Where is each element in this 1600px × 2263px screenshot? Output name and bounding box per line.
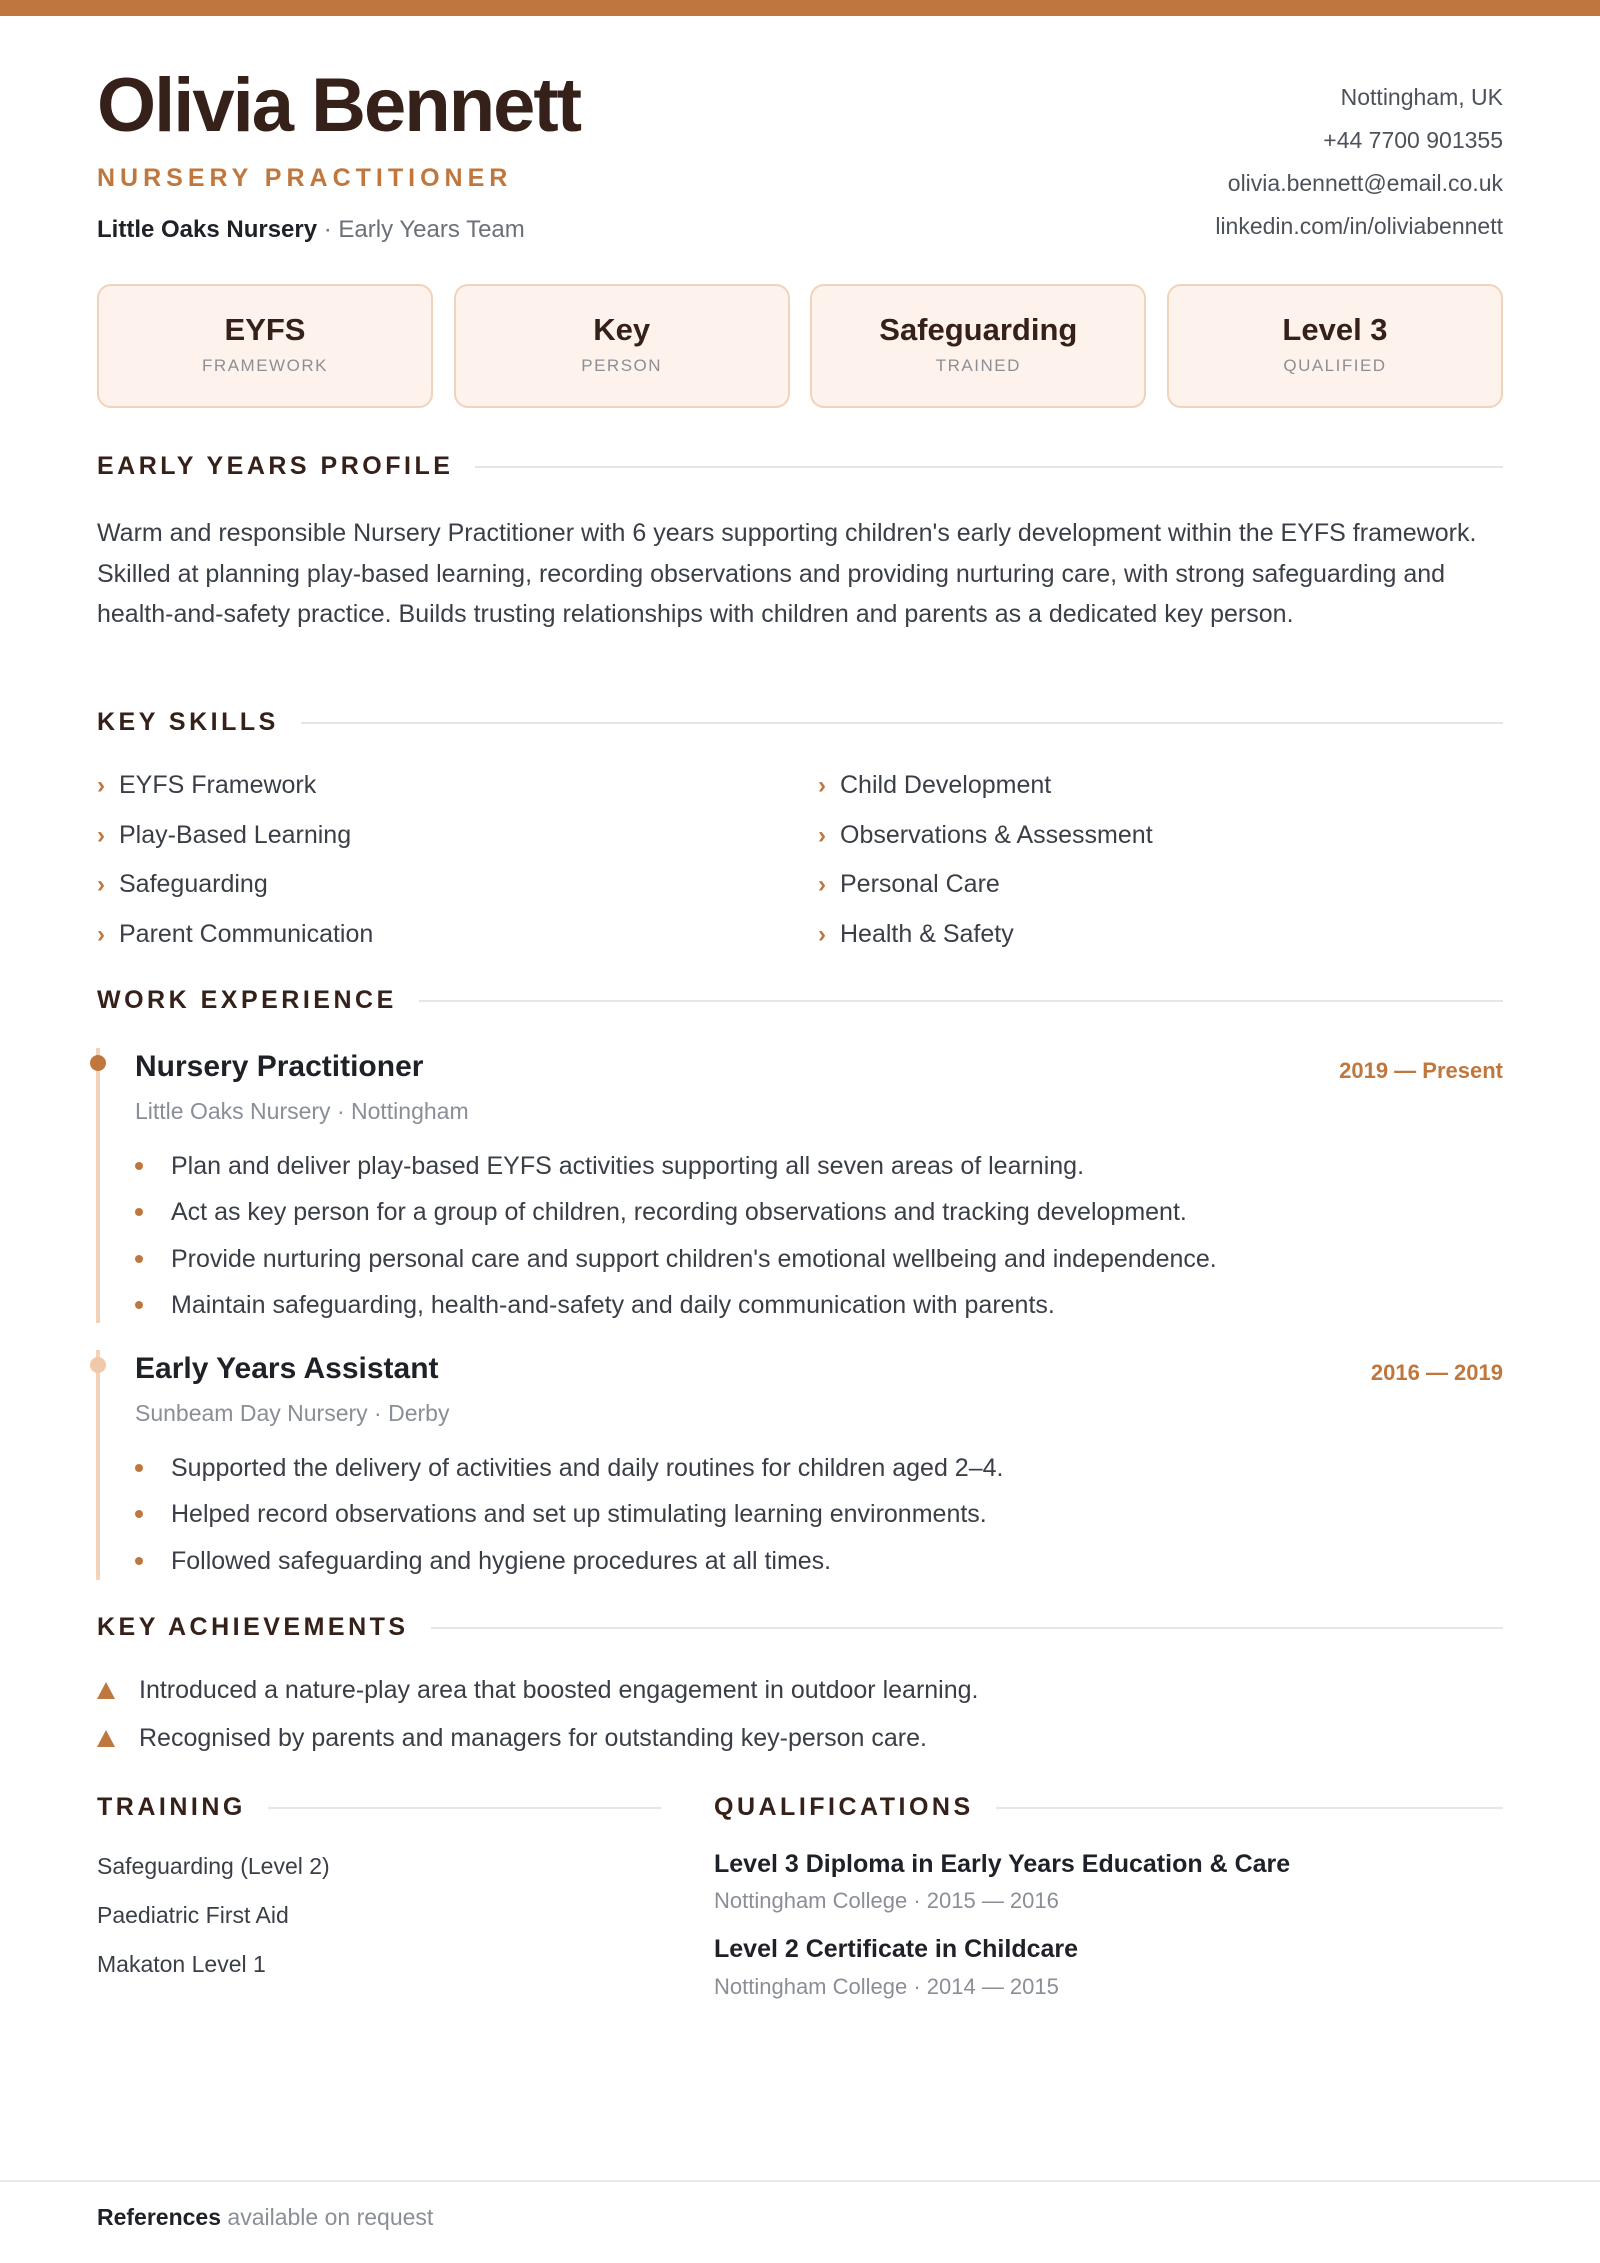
achievement-text: Recognised by parents and managers for outstanding key-person care. (139, 1724, 927, 1752)
contact-linkedin[interactable]: linkedin.com/in/oliviabennett (1215, 213, 1503, 239)
candidate-name: Olivia Bennett (97, 63, 580, 148)
section-title: WORK EXPERIENCE (97, 986, 397, 1014)
timeline-dot (90, 1357, 106, 1373)
bullet-dot (135, 1162, 143, 1170)
highlight-card (1167, 284, 1503, 408)
contact-info (1215, 76, 1503, 248)
bullet-text: Provide nurturing personal care and support children's emotional wellbeing and independence. (171, 1244, 1217, 1273)
highlight-card (810, 284, 1146, 408)
contact-email[interactable]: olivia.bennett@email.co.uk (1227, 170, 1503, 196)
list-item (135, 1189, 1217, 1235)
bullet-text: Helped record observations and set up stimulating learning environments. (171, 1500, 987, 1529)
achievement-item (97, 1724, 927, 1753)
bullet-text: Supported the delivery of activities and daily routines for children aged 2–4. (171, 1454, 1004, 1482)
skills-section-heading (97, 708, 1503, 737)
profile-summary: Warm and responsible Nursery Practitioner with 6 years supporting children's early development within the EYFS framework. Skilled at planning play-based learning, recording observations and providing nurturing care, with strong safeguarding and health-and-safety practice. Builds trusting relationships with children and parents as a dedicated key person. (97, 519, 1477, 628)
skill-label: Personal Care (840, 870, 1000, 898)
bullet-text: Maintain safeguarding, health-and-safety and daily communication with parents. (171, 1290, 1055, 1319)
training-item: Paediatric First Aid (97, 1902, 289, 1928)
section-divider (301, 722, 1503, 724)
job-dates: 2016 — 2019 (1370, 1360, 1503, 1385)
current-workplace (97, 216, 525, 244)
skill-item (97, 768, 316, 803)
chevron-right-icon: › (818, 921, 826, 948)
skill-item (818, 917, 1014, 952)
skill-label: Safeguarding (119, 870, 268, 898)
highlight-subtitle: QUALIFIED (1283, 356, 1387, 375)
chevron-right-icon: › (97, 822, 105, 849)
training-item: Safeguarding (Level 2) (97, 1853, 330, 1879)
job-role: NURSERY PRACTITIONER (97, 164, 513, 192)
highlight-card (97, 284, 433, 408)
job-responsibilities (135, 1445, 1003, 1584)
qualification-title: Level 2 Certificate in Childcare (714, 1935, 1079, 1963)
job-dates: 2019 — Present (1339, 1058, 1503, 1083)
timeline-line (96, 1350, 100, 1580)
job-title: Early Years Assistant (135, 1352, 439, 1385)
highlight-title: EYFS (224, 312, 306, 347)
section-divider (431, 1627, 1503, 1629)
bullet-text: Followed safeguarding and hygiene procedures at all times. (171, 1546, 832, 1575)
job-responsibilities (135, 1143, 1217, 1328)
profile-section-heading (97, 452, 1503, 481)
skill-item (97, 867, 268, 902)
triangle-bullet-icon (97, 1730, 115, 1747)
list-item (135, 1445, 1003, 1491)
job-employer: Little Oaks Nursery · Nottingham (135, 1098, 469, 1124)
highlight-card (454, 284, 790, 408)
highlight-title: Key (593, 312, 651, 347)
section-divider (996, 1807, 1503, 1809)
achievement-item (97, 1676, 978, 1705)
contact-phone[interactable]: +44 7700 901355 (1323, 127, 1503, 153)
chevron-right-icon: › (818, 822, 826, 849)
section-divider (475, 466, 1503, 468)
qualification-meta: Nottingham College · 2014 — 2015 (714, 1974, 1059, 1999)
references-note (97, 2204, 433, 2231)
highlight-subtitle: TRAINED (935, 356, 1021, 375)
experience-section-heading (97, 986, 1503, 1015)
achievements-section-heading (97, 1613, 1503, 1642)
highlight-cards (97, 284, 1503, 410)
list-item (135, 1282, 1217, 1328)
chevron-right-icon: › (97, 772, 105, 799)
bullet-dot (135, 1255, 143, 1263)
organization-name: Little Oaks Nursery (97, 216, 318, 243)
timeline-dot (90, 1055, 106, 1071)
job-employer: Sunbeam Day Nursery · Derby (135, 1400, 450, 1426)
skill-label: Observations & Assessment (840, 821, 1153, 849)
section-title: KEY ACHIEVEMENTS (97, 1613, 409, 1641)
highlight-subtitle: PERSON (581, 356, 663, 375)
skill-item (97, 917, 373, 952)
bullet-dot (135, 1301, 143, 1309)
section-divider (268, 1807, 661, 1809)
chevron-right-icon: › (818, 871, 826, 898)
qualification-title: Level 3 Diploma in Early Years Education & Care (714, 1850, 1291, 1878)
skill-label: Health & Safety (840, 920, 1014, 948)
skill-label: EYFS Framework (119, 771, 317, 799)
list-item (135, 1143, 1217, 1189)
triangle-bullet-icon (97, 1682, 115, 1699)
bullet-dot (135, 1510, 143, 1518)
highlight-subtitle: FRAMEWORK (202, 356, 328, 375)
bullet-text: Plan and deliver play-based EYFS activities supporting all seven areas of learning. (171, 1152, 1085, 1180)
highlight-title: Level 3 (1282, 312, 1388, 347)
contact-location: Nottingham, UK (1340, 84, 1503, 110)
skill-item (818, 818, 1153, 853)
section-title: EARLY YEARS PROFILE (97, 452, 454, 480)
section-divider (419, 1000, 1503, 1002)
skill-item (818, 867, 1000, 902)
footer-divider (0, 2180, 1600, 2182)
list-item (135, 1236, 1217, 1282)
list-item (135, 1538, 1003, 1584)
bullet-dot (135, 1208, 143, 1216)
section-title: QUALIFICATIONS (714, 1793, 974, 1821)
bullet-text: Act as key person for a group of children, recording observations and tracking development. (171, 1198, 1187, 1227)
highlight-title: Safeguarding (879, 312, 1078, 347)
skill-label: Play-Based Learning (119, 821, 352, 849)
separator: · (317, 216, 339, 243)
section-title: TRAINING (97, 1793, 246, 1821)
chevron-right-icon: › (97, 921, 105, 948)
top-accent-bar (0, 0, 1600, 16)
chevron-right-icon: › (97, 871, 105, 898)
references-label: References (97, 2204, 222, 2230)
list-item (135, 1491, 1003, 1537)
skill-item (97, 818, 351, 853)
skill-label: Parent Communication (119, 920, 374, 948)
references-text: available on request (221, 2204, 434, 2230)
skill-item (818, 768, 1051, 803)
training-item: Makaton Level 1 (97, 1951, 266, 1977)
qualification-meta: Nottingham College · 2015 — 2016 (714, 1888, 1059, 1913)
timeline-line (96, 1048, 100, 1323)
training-section-heading (97, 1793, 661, 1822)
skill-label: Child Development (840, 771, 1052, 799)
team-name: Early Years Team (338, 216, 525, 243)
chevron-right-icon: › (818, 772, 826, 799)
qualifications-section-heading (714, 1793, 1503, 1822)
bullet-dot (135, 1557, 143, 1565)
job-title: Nursery Practitioner (135, 1050, 424, 1083)
bullet-dot (135, 1464, 143, 1472)
section-title: KEY SKILLS (97, 708, 279, 736)
achievement-text: Introduced a nature-play area that boosted engagement in outdoor learning. (139, 1676, 979, 1704)
